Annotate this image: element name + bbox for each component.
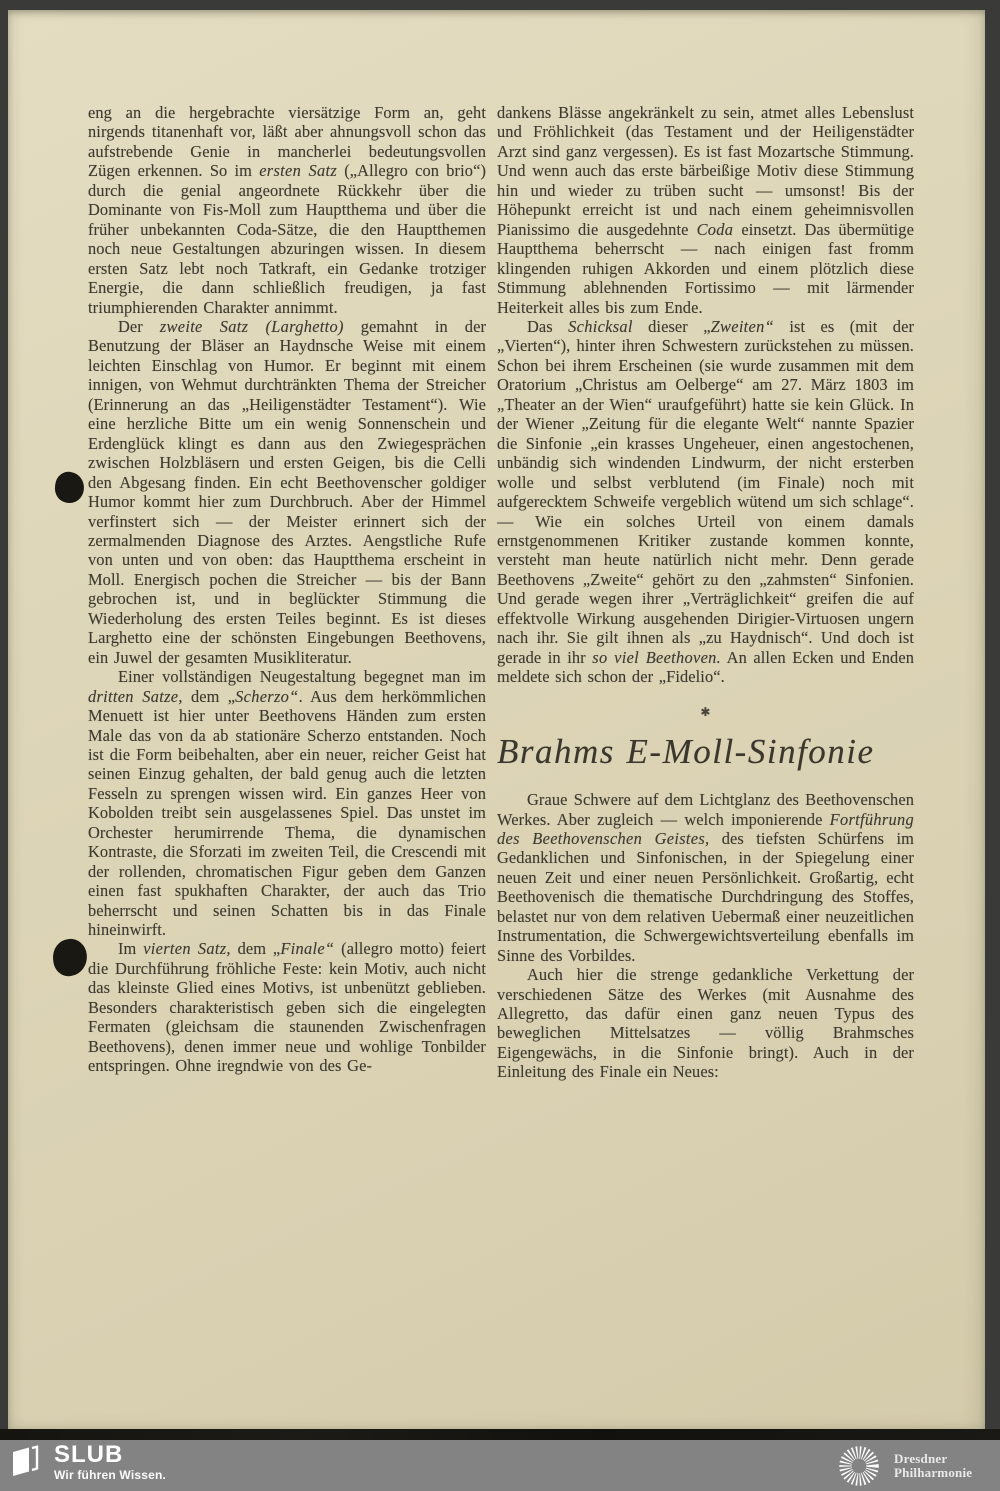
slub-tagline: Wir führen Wissen.: [54, 1468, 167, 1482]
slub-logo: [12, 1443, 166, 1482]
paragraph: dankens Blässe angekränkelt zu sein, atmet alles Lebenslust und Fröhlichkeit (das Testament und der Heiligenstädter Arzt sind ganz vergessen). Es ist fast Mozartsche Stimmung. Und wenn auch das erste bärbeißige Motiv diese Stimmung hin und wieder zu trüben sucht — umsonst! Bis der Höhepunkt erreicht ist und nach einem geheimnisvollen Pianissimo die ausgedehnte Coda einsetzt. Das übermütige Hauptthema beherrscht — nach einigen fast fromm klingenden ruhigen Akkorden und einem plötzlich diese Stimmung ablehnenden Fortissimo — mit lärmender Heiterkeit alles bis zum Ende.: [497, 103, 914, 317]
section-divider-star: ✱: [700, 704, 711, 719]
hole-punch: [53, 470, 86, 505]
partner-name-line2: Philharmonie: [894, 1464, 973, 1480]
right-column-bottom: [497, 790, 914, 1082]
library-footer-bar: [0, 1440, 1000, 1491]
paragraph: Im vierten Satz, dem „Finale“ (allegro motto) feiert die Durchführung fröhliche Feste: kein Motiv, auch nicht das kleinste Glied eines Motivs, ist unbenützt geblieben. Besonders charakteristisch geben sich die eingelegten Fermaten (gleichsam die staunenden Zwischenfragen Beethovens), denen immer neue und wohlige Tonbilder entspringen. Ohne iregndwie von des Ge-: [88, 939, 486, 1076]
paragraph: Einer vollständigen Neugestaltung begegnet man im dritten Satze, dem „Scherzo“. Aus dem herkömmlichen Menuett ist hier unter Beethovens Händen zum ersten Male das von da ab stationäre Scherzo entstanden. Noch ist die Form beibehalten, aber ein neuer, reicher Geist hat seinen Einzug gehalten, der bald genug auch die letzten Fesseln zu sprengen wissen wird. Ein ganzes Heer von Kobolden treibt sein ausgelassenes Spiel. Das unstet im Orchester herumirrende Thema, die dynamischen Kontraste, die Sforzati im zweiten Teil, die Crescendi mit der rollenden, chromatischen Figur geben dem Ganzen einen fast spukhaften Charakter, der auch das Trio beherrscht und seinen Schatten bis in das Finale hineinwirft.: [88, 667, 486, 940]
right-column-top: [497, 103, 914, 687]
paragraph: Graue Schwere auf dem Lichtglanz des Beethovenschen Werkes. Aber zugleich — welch imponierende Fortführung des Beethovenschen Geistes, des tiefsten Schürfens im Gedanklichen und Sinfonischen, in der Spiegelung einer neuen Zeit und einer neuen Persönlichkeit. Großartig, echt Beethovenisch die thematische Durchdringung des Stoffes, belastet nur von dem relativen Uebermaß einer neuzeitlichen Instrumentation, die Schwergewichtsverteilung ebenfalls im Sinne des Vorbildes.: [497, 790, 914, 965]
scanned-page: [8, 10, 985, 1429]
section-heading: Brahms E-Moll-Sinfonie: [497, 732, 875, 772]
paragraph: eng an die hergebrachte viersätzige Form an, geht nirgends titanenhaft vor, läßt aber ahnungsvoll schon das aufstrebende Genie in mancherlei bedeutungsvollen Zügen erkennen. So im ersten Satz („Allegro con brio“) durch die genial angeordnete Rückkehr über die Dominante von Fis-Moll zum Hauptthema und über die früher unbekannten Coda-Sätze, die den Hauptthemen noch neue Gestaltungen abzuringen wissen. In diesem ersten Satz lebt noch Tatkraft, ein Gedanke trotziger Energie, die dann schließlich freudigen, ja fast triumphierenden Charakter annimmt.: [88, 103, 486, 317]
paragraph: Das Schicksal dieser „Zweiten“ ist es (mit der „Vierten“), hinter ihren Schwestern zurückstehen zu müssen. Schon bei ihrem Erscheinen (sie wurde zusammen mit dem Oratorium „Christus am Oelberge“ am 27. März 1803 im „Theater an der Wien“ uraufgeführt) hatte sie kein Glück. In der Wiener „Zeitung für die elegante Welt“ nannte Spazier die Sinfonie „ein krasses Ungeheuer, einen angestochenen, unbändig sich windenden Lindwurm, der nicht ersterben wolle und selbst verblutend (im Finale) noch mit aufgerecktem Schweife vergeblich wütend um sich schlage“. — Wie ein solches Urteil von einem damals ernstgenommenen Kritiker zustande kommen konnte, versteht man heute natürlich nicht mehr. Denn gerade Beethovens „Zweite“ gehört zu den „zahmsten“ Sinfonien. Und gerade wegen ihrer „Verträglichkeit“ greifen die auf effektvolle Wirkung ausgehenden Dirigier-Virtuosen ungern nach ihr. Sie gilt ihnen als „zu Haydnisch“. Und doch ist gerade in ihr so viel Beethoven. An allen Ecken und Enden meldete sich schon der „Fidelio“.: [497, 316, 914, 687]
text-column-left: [88, 103, 486, 1393]
slub-wordmark: SLUB: [54, 1441, 124, 1468]
partner-logo: [836, 1440, 972, 1491]
slub-book-icon: [12, 1445, 39, 1476]
paragraph: Der zweite Satz (Larghetto) gemahnt in der Benutzung der Bläser an Haydnsche Weise mit einem leichten Einschlag von Humor. Er beginnt mit einem innigen, von Wehmut durchtränkten Thema der Streicher (Erinnerung an das „Heiligenstädter Testament“). Wie eine herzliche Bitte um ein wenig Sonnenschein und Erdenglück klingt es dann aus den Zwiegesprächen zwischen Holzbläsern und ersten Geigen, bis die Celli den Abgesang finden. Ein echt Beethovenscher goldiger Humor kommt hier zum Durchbruch. Aber der Himmel verfinstert sich — der Meister erinnert sich der zermalmenden Diagnose des Arztes. Aengstliche Rufe von unten und von oben: das Hauptthema erscheint in Moll. Energisch pochen die Streicher — bis der Bann gebrochen ist, und in beglückter Stimmung die Wiederholung des ersten Teiles beginnt. Es ist dieses Larghetto eine der schönsten Eingebungen Beethovens, ein Juwel der gesamten Musikliteratur.: [88, 316, 486, 667]
paper-bottom-edge: [0, 1429, 1000, 1440]
hole-punch: [51, 937, 89, 977]
philharmonie-starburst-icon: [836, 1443, 882, 1489]
partner-name-line1: Dresdner: [894, 1450, 948, 1466]
text-column-right: [497, 103, 914, 1393]
paragraph: Auch hier die strenge gedankliche Verkettung der verschiedenen Sätze des Werkes (mit Ausnahme des Allegretto, das dafür einen ganz neuen Typus des beweglichen Mittelsatzes — völlig Brahmsches Eigengewächs, in die Sinfonie bringt). Auch in der Einleitung des Finale ein Neues:: [497, 965, 914, 1082]
